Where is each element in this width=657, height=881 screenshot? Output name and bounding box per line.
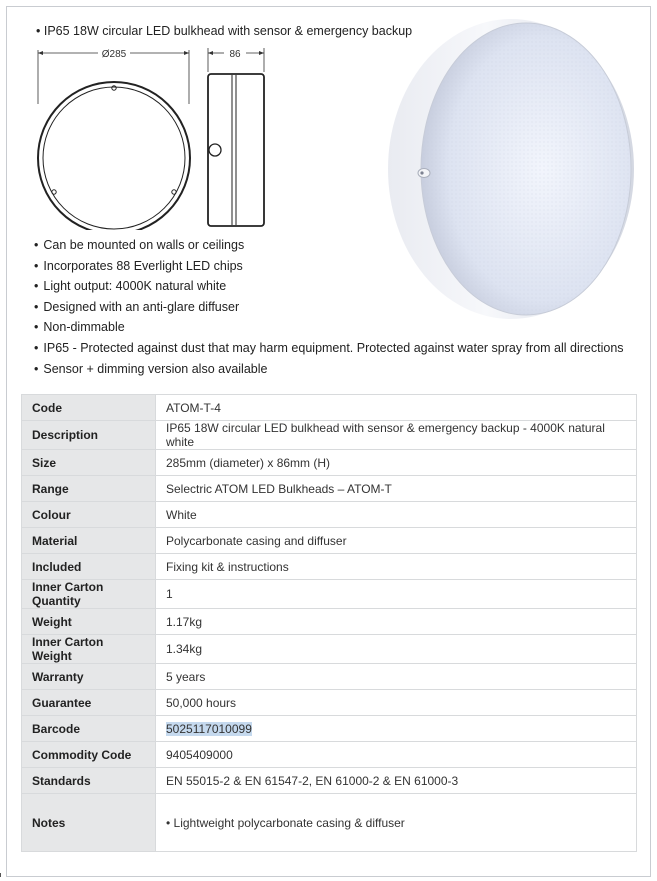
table-row bbox=[22, 554, 637, 580]
front-view-drawing bbox=[34, 44, 194, 230]
table-row bbox=[22, 502, 637, 528]
list-item: • Light output: 4000K natural white bbox=[34, 279, 227, 294]
spec-label: Size bbox=[22, 450, 156, 476]
spec-label: Guarantee bbox=[22, 690, 156, 716]
spec-label: Warranty bbox=[22, 664, 156, 690]
list-item: • IP65 - Protected against dust that may harm equipment. Protected against water spray from all directions bbox=[34, 340, 624, 355]
spec-value: EN 55015-2 & EN 61547-2, EN 61000-2 & EN 61000-3 bbox=[156, 768, 637, 794]
spec-label: Included bbox=[22, 554, 156, 580]
table-row bbox=[22, 421, 637, 450]
spec-value: 285mm (diameter) x 86mm (H) bbox=[156, 450, 637, 476]
spec-label: Inner Carton Quantity bbox=[22, 580, 156, 609]
spec-value: White bbox=[156, 502, 637, 528]
spec-value: IP65 18W circular LED bulkhead with sensor & emergency backup - 4000K natural white bbox=[156, 421, 637, 450]
spec-value: ATOM-T-4 bbox=[156, 395, 637, 421]
table-row bbox=[22, 609, 637, 635]
notes-item: Lightweight polycarbonate casing & diffuser bbox=[173, 815, 405, 830]
notes-value: • Lightweight polycarbonate casing & diffuser bbox=[156, 794, 637, 852]
spec-value: Fixing kit & instructions bbox=[156, 554, 637, 580]
side-view-drawing bbox=[202, 44, 272, 230]
spec-label: Barcode bbox=[22, 716, 156, 742]
spec-label: Inner Carton Weight bbox=[22, 635, 156, 664]
spec-label: Standards bbox=[22, 768, 156, 794]
table-row bbox=[22, 635, 637, 664]
spec-value: 1.17kg bbox=[156, 609, 637, 635]
table-row bbox=[22, 664, 637, 690]
spec-value: 9405409000 bbox=[156, 742, 637, 768]
table-row bbox=[22, 716, 637, 742]
barcode-value[interactable]: 5025117010099 bbox=[166, 721, 252, 736]
spec-label: Commodity Code bbox=[22, 742, 156, 768]
table-row bbox=[22, 742, 637, 768]
product-headline: • IP65 18W circular LED bulkhead with sensor & emergency backup bbox=[36, 24, 413, 38]
list-item: • Incorporates 88 Everlight LED chips bbox=[34, 258, 243, 273]
table-row bbox=[22, 395, 637, 421]
list-item: • Non-dimmable bbox=[34, 320, 125, 335]
notes-label: Notes bbox=[22, 794, 156, 852]
list-item: • Designed with an anti-glare diffuser bbox=[34, 299, 240, 314]
spec-value: 5 years bbox=[156, 664, 637, 690]
page-edge-mark bbox=[0, 873, 5, 877]
spec-label: Weight bbox=[22, 609, 156, 635]
list-item: • Sensor + dimming version also available bbox=[34, 361, 268, 376]
spec-label: Colour bbox=[22, 502, 156, 528]
spec-value: 1.34kg bbox=[156, 635, 637, 664]
spec-label: Code bbox=[22, 395, 156, 421]
spec-value: 1 bbox=[156, 580, 637, 609]
list-item: • Can be mounted on walls or ceilings bbox=[34, 238, 245, 252]
table-row bbox=[22, 768, 637, 794]
spec-value bbox=[156, 716, 637, 742]
spec-value: 50,000 hours bbox=[156, 690, 637, 716]
table-row bbox=[22, 580, 637, 609]
depth-label: 86 bbox=[229, 49, 241, 60]
feature-list bbox=[34, 235, 624, 379]
table-row bbox=[22, 528, 637, 554]
headline-text: IP65 18W circular LED bulkhead with sensor & emergency backup bbox=[43, 24, 413, 38]
table-row bbox=[22, 476, 637, 502]
spec-label: Material bbox=[22, 528, 156, 554]
spec-value: Selectric ATOM LED Bulkheads – ATOM-T bbox=[156, 476, 637, 502]
spec-label: Range bbox=[22, 476, 156, 502]
spec-value: Polycarbonate casing and diffuser bbox=[156, 528, 637, 554]
table-row bbox=[22, 450, 637, 476]
diameter-label: Ø285 bbox=[101, 49, 127, 60]
table-row bbox=[22, 794, 637, 852]
spec-label: Description bbox=[22, 421, 156, 450]
specification-table bbox=[21, 394, 637, 852]
table-row bbox=[22, 690, 637, 716]
